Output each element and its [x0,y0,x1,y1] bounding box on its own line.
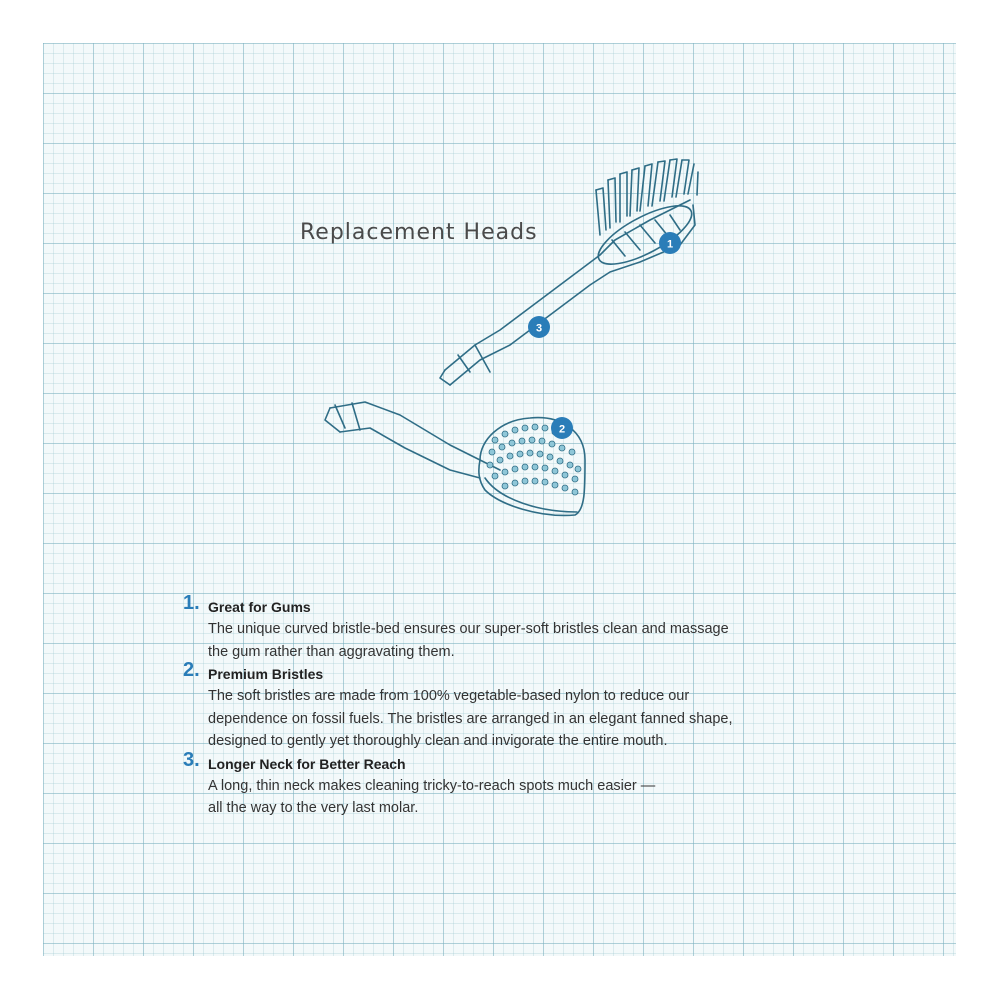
feature-title: Longer Neck for Better Reach [208,755,406,772]
callout-1 [659,232,681,254]
feature-description: A long, thin neck makes cleaning tricky-to-reach spots much easier — all the way to the very last molar. [208,777,656,816]
feature-description: The unique curved bristle-bed ensures our super-soft bristles clean and massage the gum rather than aggravating them. [208,621,729,660]
lower-brush-head [325,402,585,515]
feature-item-bristles [183,659,833,753]
callout-2 [551,417,573,439]
toothbrush-heads-illustration [300,150,720,540]
feature-title: Premium Bristles [208,666,324,682]
feature-title: Great for Gums [208,599,311,615]
callout-2-label: 2 [558,423,566,436]
feature-item-neck [183,748,833,820]
upper-brush-head [440,159,699,385]
page-title: Replacement Heads [300,220,538,245]
callout-3-label: 3 [535,322,543,335]
callout-1-label: 1 [666,238,674,251]
feature-item-gums [183,592,833,663]
callout-3 [528,316,550,338]
feature-description: The soft bristles are made from 100% vegetable-based nylon to reduce our dependence on fossil fuels. The bristles are arranged in an elegant fanned shape, designed to gently yet thoroughly clean and invigorate the entire mouth. [208,688,733,749]
feature-number: 3. [183,748,200,771]
feature-number: 1. [183,592,200,614]
feature-number: 2. [183,659,200,681]
feature-list [183,592,833,820]
